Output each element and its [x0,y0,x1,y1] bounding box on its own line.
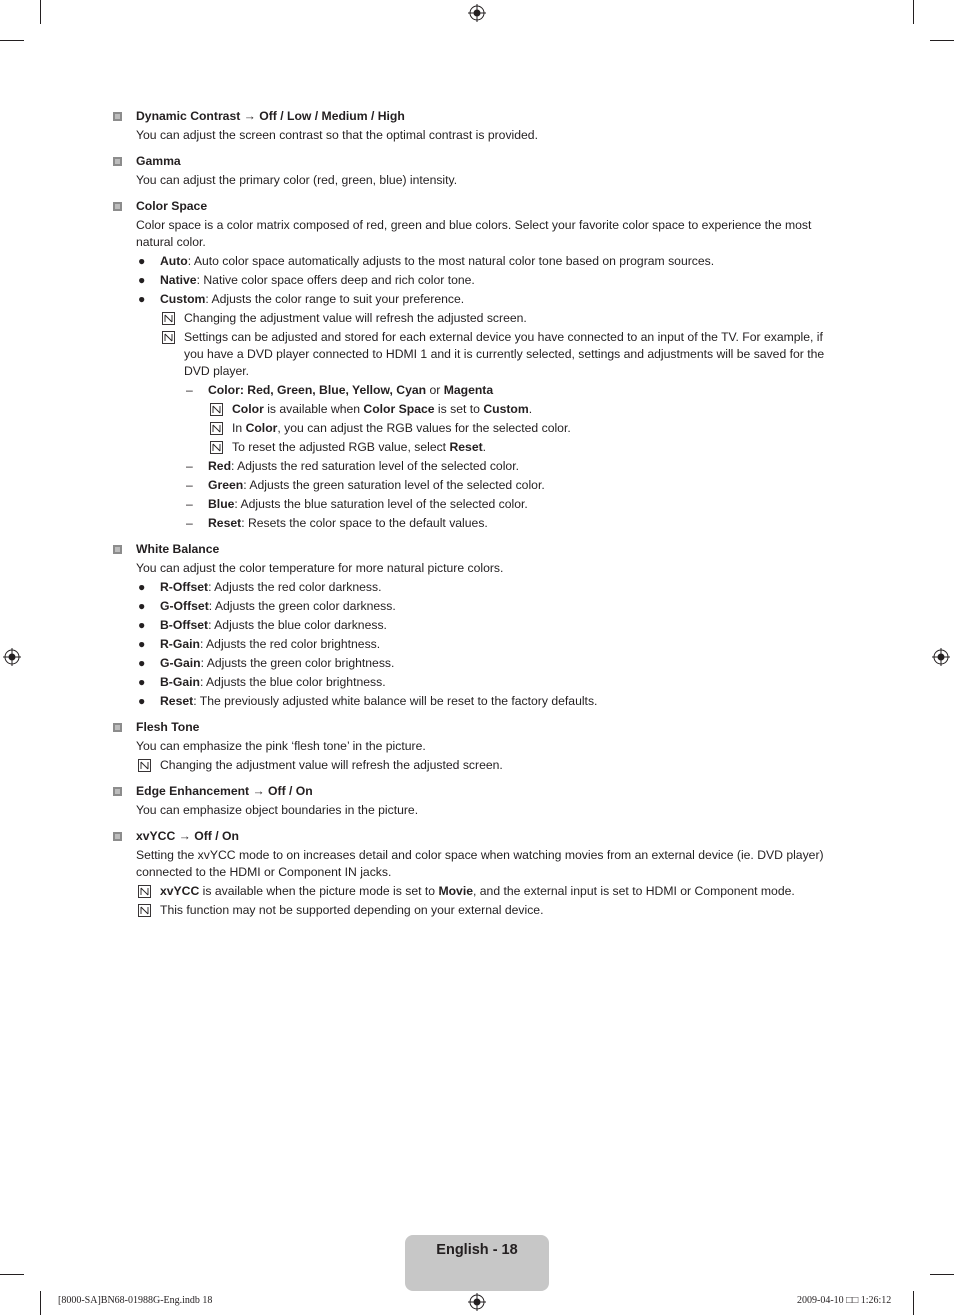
section-edge-enhancement [113,783,833,819]
registration-mark-icon [932,648,950,666]
note-text: This function may not be supported depending on your external device. [160,903,544,917]
registration-mark-icon [468,1293,486,1311]
note-text: To reset the adjusted RGB value, select [232,440,450,454]
section-heading: Dynamic Contrast → Off / Low / Medium / High [136,109,405,123]
list-item [136,291,833,308]
section-flesh-tone [113,719,833,774]
item-text: : Adjusts the blue color brightness. [199,675,386,689]
note-text: Settings can be adjusted and stored for each external device you have connected to an input of the TV. For example, if you have a DVD player connected to HDMI 1 and it is currently selected, settings and adjustments will be saved for the DVD player. [184,330,825,378]
section-dynamic-contrast [113,108,833,144]
section-heading: Edge Enhancement → Off / On [136,784,313,798]
dash-mark: – [186,516,193,530]
item-term: Magenta [443,383,494,397]
section-heading: Flesh Tone [136,720,200,734]
square-bullet-icon [113,202,122,211]
note-text: , and the external input is set to HDMI or Component mode. [472,884,795,898]
note-text: . [482,440,487,454]
item-term: Green [208,478,244,492]
item-term: Custom [160,292,206,306]
list-item [136,579,833,596]
item-term: R-Gain [160,637,200,651]
item-text: : Resets the color space to the default values. [241,516,488,530]
square-bullet-icon [113,112,122,121]
print-slug-left: [8000-SA]BN68-01988G-Eng.indb 18 [58,1295,213,1306]
round-bullet-icon: ● [138,618,146,632]
round-bullet-icon: ● [138,580,146,594]
note-icon [138,904,151,917]
square-bullet-icon [113,157,122,166]
note-text: Changing the adjustment value will refresh the adjusted screen. [160,758,503,772]
item-term: B-Offset [160,618,209,632]
list-item [136,674,833,691]
print-slug-right: 2009-04-10 □□ 1:26:12 [797,1295,892,1306]
crop-mark [913,0,914,24]
dash-item [136,382,833,399]
item-term: Auto [160,254,188,268]
list-item [136,636,833,653]
item-term: Reset [160,694,194,708]
round-bullet-icon: ● [138,694,146,708]
section-text: Setting the xvYCC mode to on increases detail and color space when watching movies from an external device (ie. DVD player) connected to the HDMI or Component IN jacks. [136,848,824,879]
item-term: R-Offset [160,580,209,594]
note-text: is set to [434,402,484,416]
note-term: Color [232,402,264,416]
item-text: : Adjusts the red saturation level of the selected color. [231,459,519,473]
dash-mark: – [186,383,193,397]
section-white-balance [113,541,833,710]
section-text: You can emphasize the pink ‘flesh tone’ in the picture. [136,739,426,753]
note-text: is available when [263,402,364,416]
note [136,757,833,774]
section-text: You can emphasize object boundaries in the picture. [136,803,419,817]
note-term: Custom [483,402,529,416]
crop-mark [0,1274,24,1275]
note-term: xvYCC [160,884,200,898]
note-text: is available when the picture mode is set to [199,884,439,898]
manual-content [113,108,833,928]
dash-mark: – [186,497,193,511]
section-heading: Color Space [136,199,208,213]
item-text: : Native color space offers deep and rich color tone. [196,273,475,287]
round-bullet-icon: ● [138,254,146,268]
section-text: You can adjust the color temperature for more natural picture colors. [136,561,504,575]
note-term: Reset [449,440,483,454]
section-color-space [113,198,833,532]
round-bullet-icon: ● [138,273,146,287]
list-item [136,598,833,615]
section-gamma [113,153,833,189]
item-term: Native [160,273,197,287]
item-text: : Adjusts the green color brightness. [200,656,395,670]
item-term: G-Gain [160,656,201,670]
page-number: English - 18 [436,1242,518,1258]
item-text: : Adjusts the color range to suit your preference. [205,292,465,306]
note-icon [210,403,223,416]
list-item [136,655,833,672]
square-bullet-icon [113,787,122,796]
list-item [136,272,833,289]
note [136,883,833,900]
crop-mark [930,1274,954,1275]
item-text: : Adjusts the red color darkness. [208,580,382,594]
item-text: or [426,383,444,397]
note-text: Changing the adjustment value will refresh the adjusted screen. [184,311,527,325]
item-term: Red [208,459,232,473]
note-text: . [528,402,533,416]
item-text: : Adjusts the green saturation level of the selected color. [243,478,545,492]
registration-mark-icon [3,648,21,666]
dash-mark: – [186,459,193,473]
item-text: : Adjusts the green color darkness. [208,599,396,613]
note [136,902,833,919]
crop-mark [40,0,41,24]
square-bullet-icon [113,832,122,841]
item-text: : Adjusts the blue color darkness. [208,618,387,632]
dash-item [136,496,833,513]
note-icon [162,312,175,325]
note [160,310,833,327]
note-term: Color [245,421,278,435]
note [208,401,833,418]
item-term: Reset [208,516,242,530]
square-bullet-icon [113,545,122,554]
section-heading: White Balance [136,542,220,556]
item-term: Blue [208,497,235,511]
crop-mark [930,40,954,41]
crop-mark [40,1291,41,1315]
section-text: Color space is a color matrix composed of red, green and blue colors. Select your favorite color space to experience the most natural color. [136,218,812,249]
dash-mark: – [186,478,193,492]
registration-mark-icon [468,4,486,22]
list-item [136,617,833,634]
round-bullet-icon: ● [138,599,146,613]
item-text: : Adjusts the blue saturation level of the selected color. [234,497,528,511]
note-text: , you can adjust the RGB values for the selected color. [277,421,571,435]
item-text: : The previously adjusted white balance will be reset to the factory defaults. [193,694,598,708]
crop-mark [0,40,24,41]
section-text: You can adjust the screen contrast so that the optimal contrast is provided. [136,128,538,142]
crop-mark [913,1291,914,1315]
note [208,439,833,456]
dash-item [136,477,833,494]
item-term: B-Gain [160,675,200,689]
round-bullet-icon: ● [138,656,146,670]
note-icon [210,422,223,435]
round-bullet-icon: ● [138,675,146,689]
note-term: Movie [438,884,473,898]
dash-item [136,515,833,532]
round-bullet-icon: ● [138,292,146,306]
note-icon [162,331,175,344]
dash-item [136,458,833,475]
note-text: In [232,421,246,435]
item-term: Color: Red, Green, Blue, Yellow, Cyan [208,383,427,397]
section-heading: Gamma [136,154,181,168]
note-term: Color Space [363,402,435,416]
note [208,420,833,437]
note-icon [138,885,151,898]
section-heading: xvYCC → Off / On [136,829,239,843]
item-term: G-Offset [160,599,209,613]
item-text: : Auto color space automatically adjusts to the most natural color tone based on program sources. [187,254,715,268]
square-bullet-icon [113,723,122,732]
section-xvycc [113,828,833,919]
note-icon [138,759,151,772]
section-text: You can adjust the primary color (red, green, blue) intensity. [136,173,458,187]
list-item [136,693,833,710]
note-icon [210,441,223,454]
item-text: : Adjusts the red color brightness. [199,637,381,651]
note [160,329,833,380]
round-bullet-icon: ● [138,637,146,651]
list-item [136,253,833,270]
